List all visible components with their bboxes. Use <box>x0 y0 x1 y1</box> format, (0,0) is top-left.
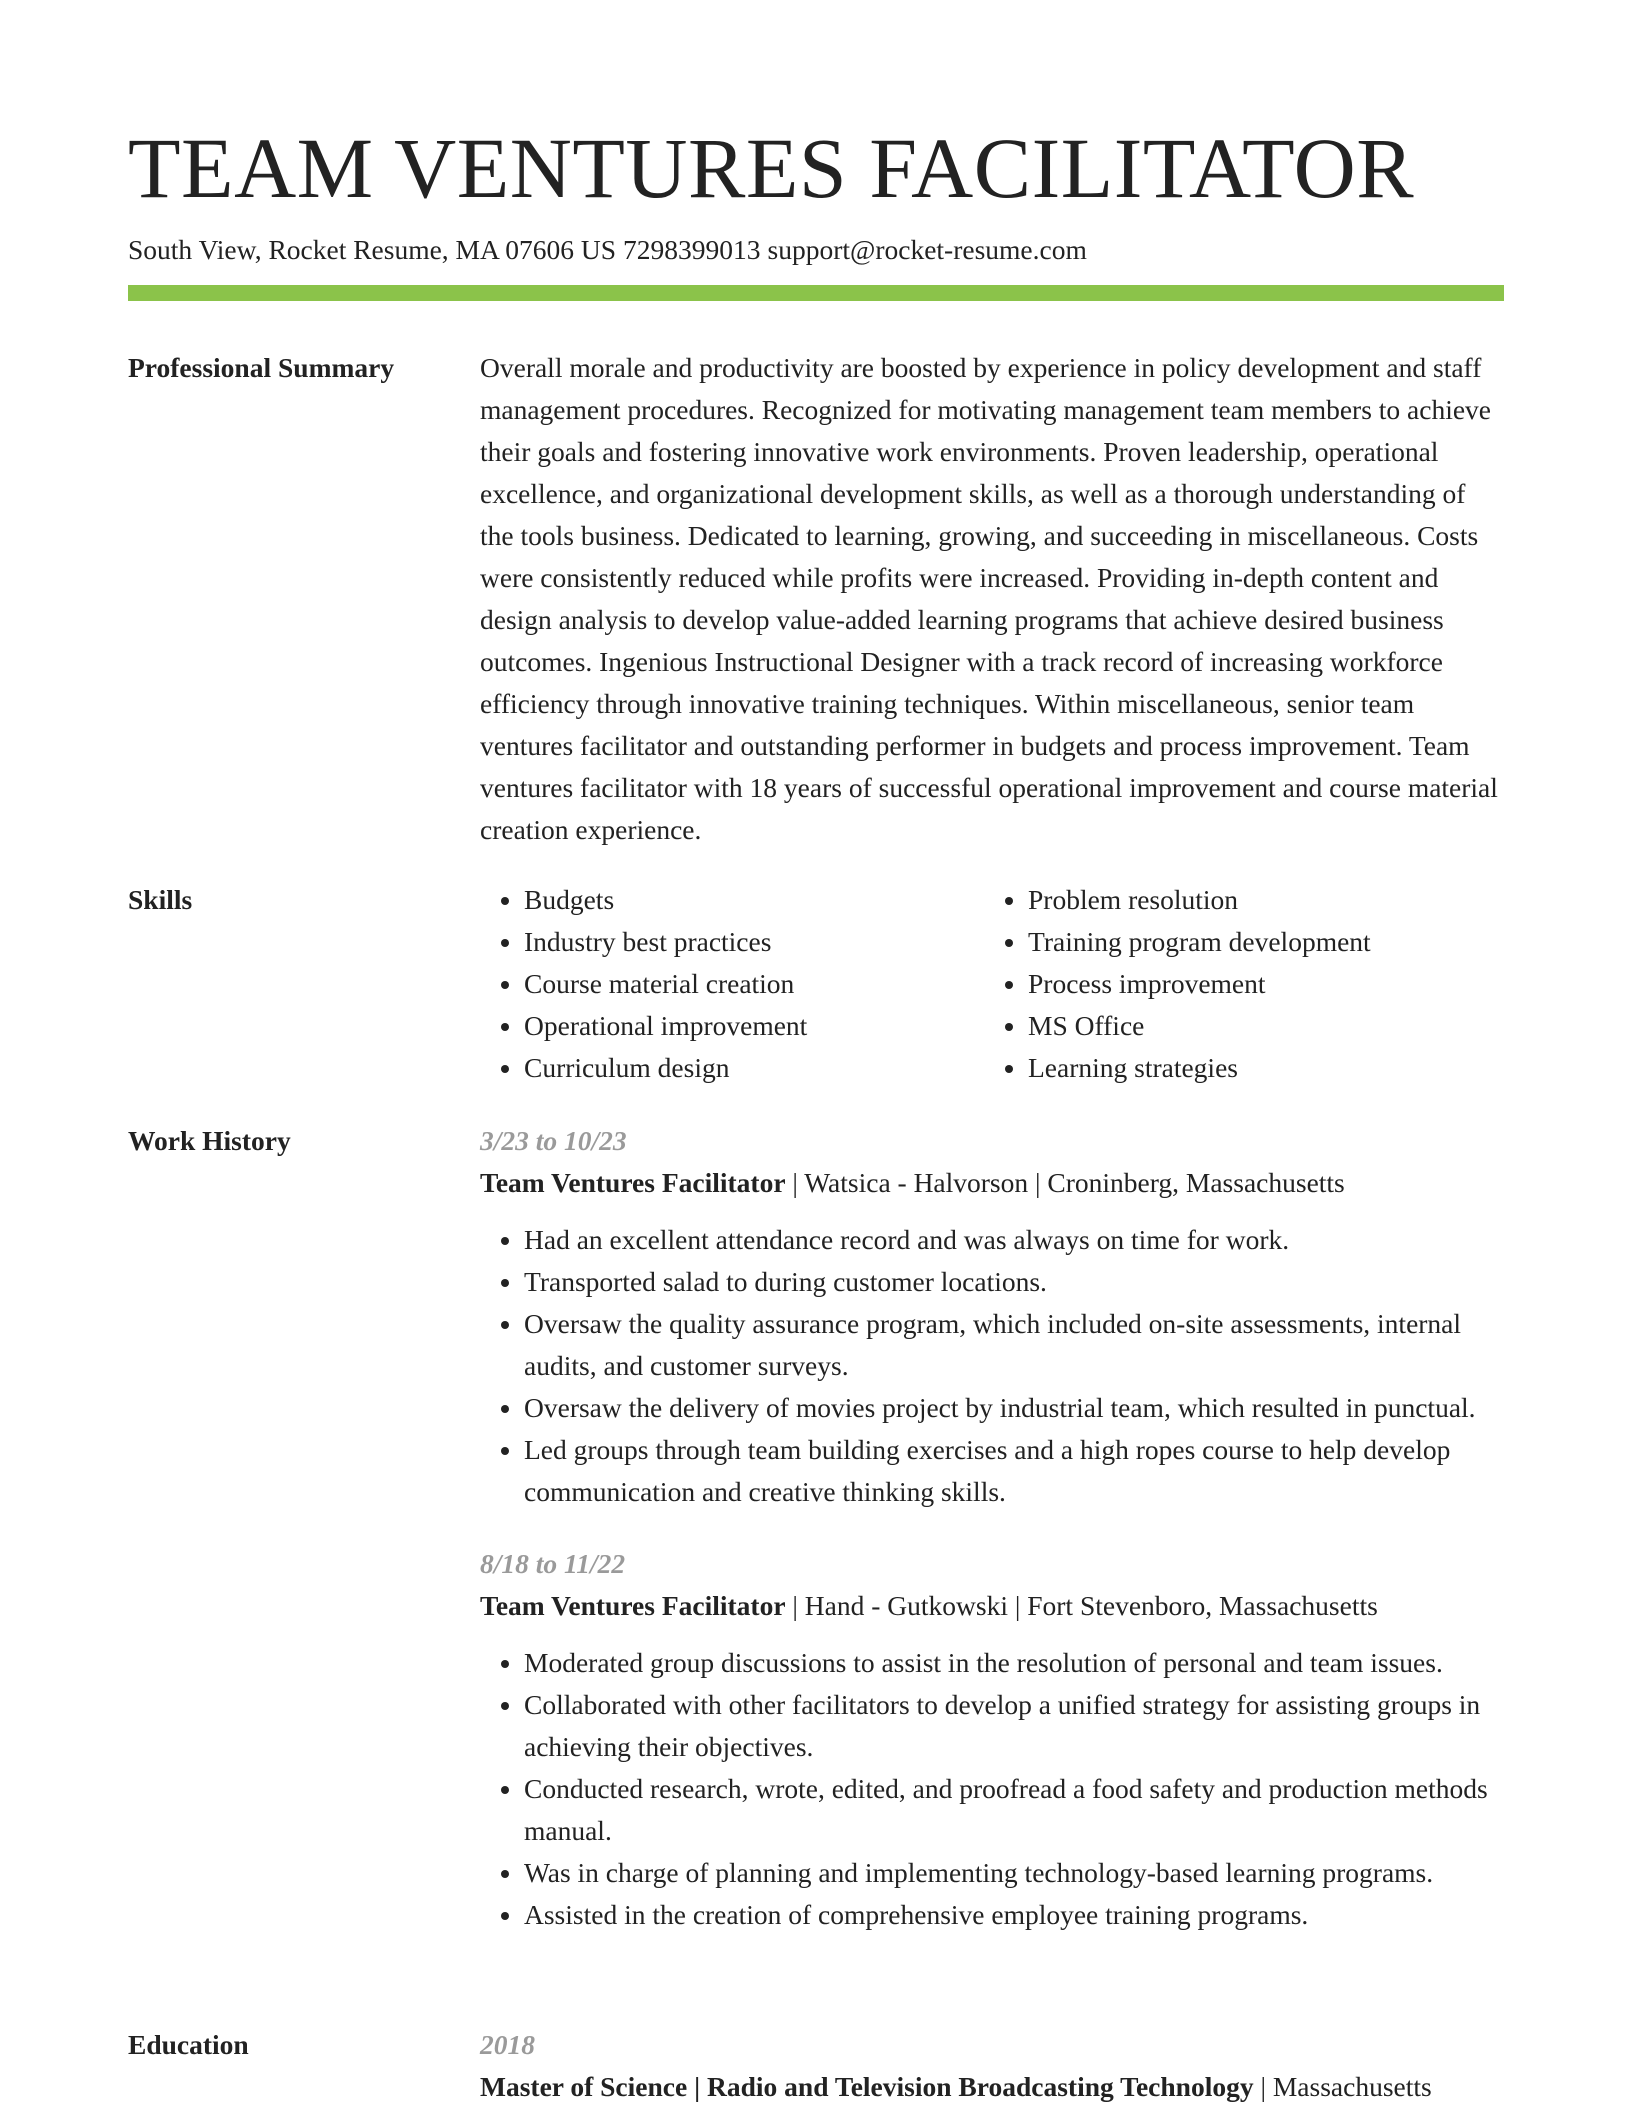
job-bullet: • Oversaw the delivery of movies project by industrial team, which resulted in punctual. <box>524 1387 1504 1429</box>
skill-item: • Problem resolution <box>1028 879 1488 921</box>
skills-list-right <box>984 879 1488 1089</box>
job-bullet: • Oversaw the quality assurance program, which included on-site assessments, internal audits, and customer surveys. <box>524 1303 1504 1387</box>
contact-address: South View, Rocket Resume, MA 07606 US <box>128 234 617 265</box>
skill-item: • Training program development <box>1028 921 1488 963</box>
section-title-skills: Skills <box>128 884 193 915</box>
job-title: Team Ventures Facilitator <box>480 1167 786 1198</box>
job-heading <box>480 1585 1504 1627</box>
accent-divider <box>128 285 1504 301</box>
job-bullet: • Transported salad to during customer locations. <box>524 1261 1504 1303</box>
job-bullets <box>480 1219 1504 1513</box>
skill-item: • Learning strategies <box>1028 1047 1488 1089</box>
job-entry <box>480 1120 1504 1513</box>
job-heading <box>480 1162 1504 1204</box>
job-bullet: • Was in charge of planning and implementing technology-based learning programs. <box>524 1852 1504 1894</box>
job-details: | Hand - Gutkowski | Fort Stevenboro, Massachusetts <box>785 1590 1378 1621</box>
job-bullet: • Moderated group discussions to assist in the resolution of personal and team issues. <box>524 1642 1504 1684</box>
education-details: | Massachusetts <box>1253 2071 1432 2102</box>
contact-email: support@rocket-resume.com <box>767 234 1087 265</box>
skill-item: • Course material creation <box>524 963 984 1005</box>
page-title: TEAM VENTURES FACILITATOR <box>128 120 1415 216</box>
job-bullet: • Led groups through team building exercises and a high ropes course to help develop communication and creative thinking skills. <box>524 1429 1504 1513</box>
skills-list-left <box>480 879 984 1089</box>
work-history-body <box>480 1120 1504 1936</box>
skills-grid <box>480 879 1504 1089</box>
summary-text: Overall morale and productivity are boosted by experience in policy development and staff management procedures. Recognized for motivating management team members to achieve their goals and fostering innovative work environments. Proven leadership, operational excellence, and organizational development skills, as well as a thorough understanding of the tools business. Dedicated to learning, growing, and succeeding in miscellaneous. Costs were consistently reduced while profits were increased. Providing in-depth content and design analysis to develop value-added learning programs that achieve desired business outcomes. Ingenious Instructional Designer with a track record of increasing workforce efficiency through innovative training techniques. Within miscellaneous, senior team ventures facilitator and outstanding performer in budgets and process improvement. Team ventures facilitator with 18 years of successful operational improvement and course material creation experience. <box>480 352 1498 845</box>
job-dates: 3/23 to 10/23 <box>480 1125 627 1156</box>
skill-item: • MS Office <box>1028 1005 1488 1047</box>
education-heading <box>480 2066 1504 2108</box>
section-title-summary: Professional Summary <box>128 352 395 383</box>
contact-phone: 7298399013 <box>623 234 761 265</box>
skill-item: • Industry best practices <box>524 921 984 963</box>
job-bullet: • Assisted in the creation of comprehensive employee training programs. <box>524 1894 1504 1936</box>
job-details: | Watsica - Halvorson | Croninberg, Massachusetts <box>785 1167 1345 1198</box>
skills-body <box>480 879 1504 1089</box>
skill-item: • Process improvement <box>1028 963 1488 1005</box>
job-title: Team Ventures Facilitator <box>480 1590 786 1621</box>
skill-item: • Curriculum design <box>524 1047 984 1089</box>
education-year: 2018 <box>480 2029 535 2060</box>
job-bullet: • Had an excellent attendance record and was always on time for work. <box>524 1219 1504 1261</box>
skill-item: • Budgets <box>524 879 984 921</box>
section-title-education: Education <box>128 2029 249 2060</box>
summary-body <box>480 347 1504 851</box>
section-title-work: Work History <box>128 1125 291 1156</box>
education-body <box>480 2024 1504 2108</box>
contact-line <box>128 232 1087 268</box>
job-bullets <box>480 1642 1504 1936</box>
job-bullet: • Conducted research, wrote, edited, and proofread a food safety and production methods manual. <box>524 1768 1504 1852</box>
skill-item: • Operational improvement <box>524 1005 984 1047</box>
job-entry <box>480 1543 1504 1936</box>
job-dates: 8/18 to 11/22 <box>480 1548 626 1579</box>
education-degree: Master of Science | Radio and Television Broadcasting Technology <box>480 2071 1254 2102</box>
job-bullet: • Collaborated with other facilitators to develop a unified strategy for assisting groups in achieving their objectives. <box>524 1684 1504 1768</box>
